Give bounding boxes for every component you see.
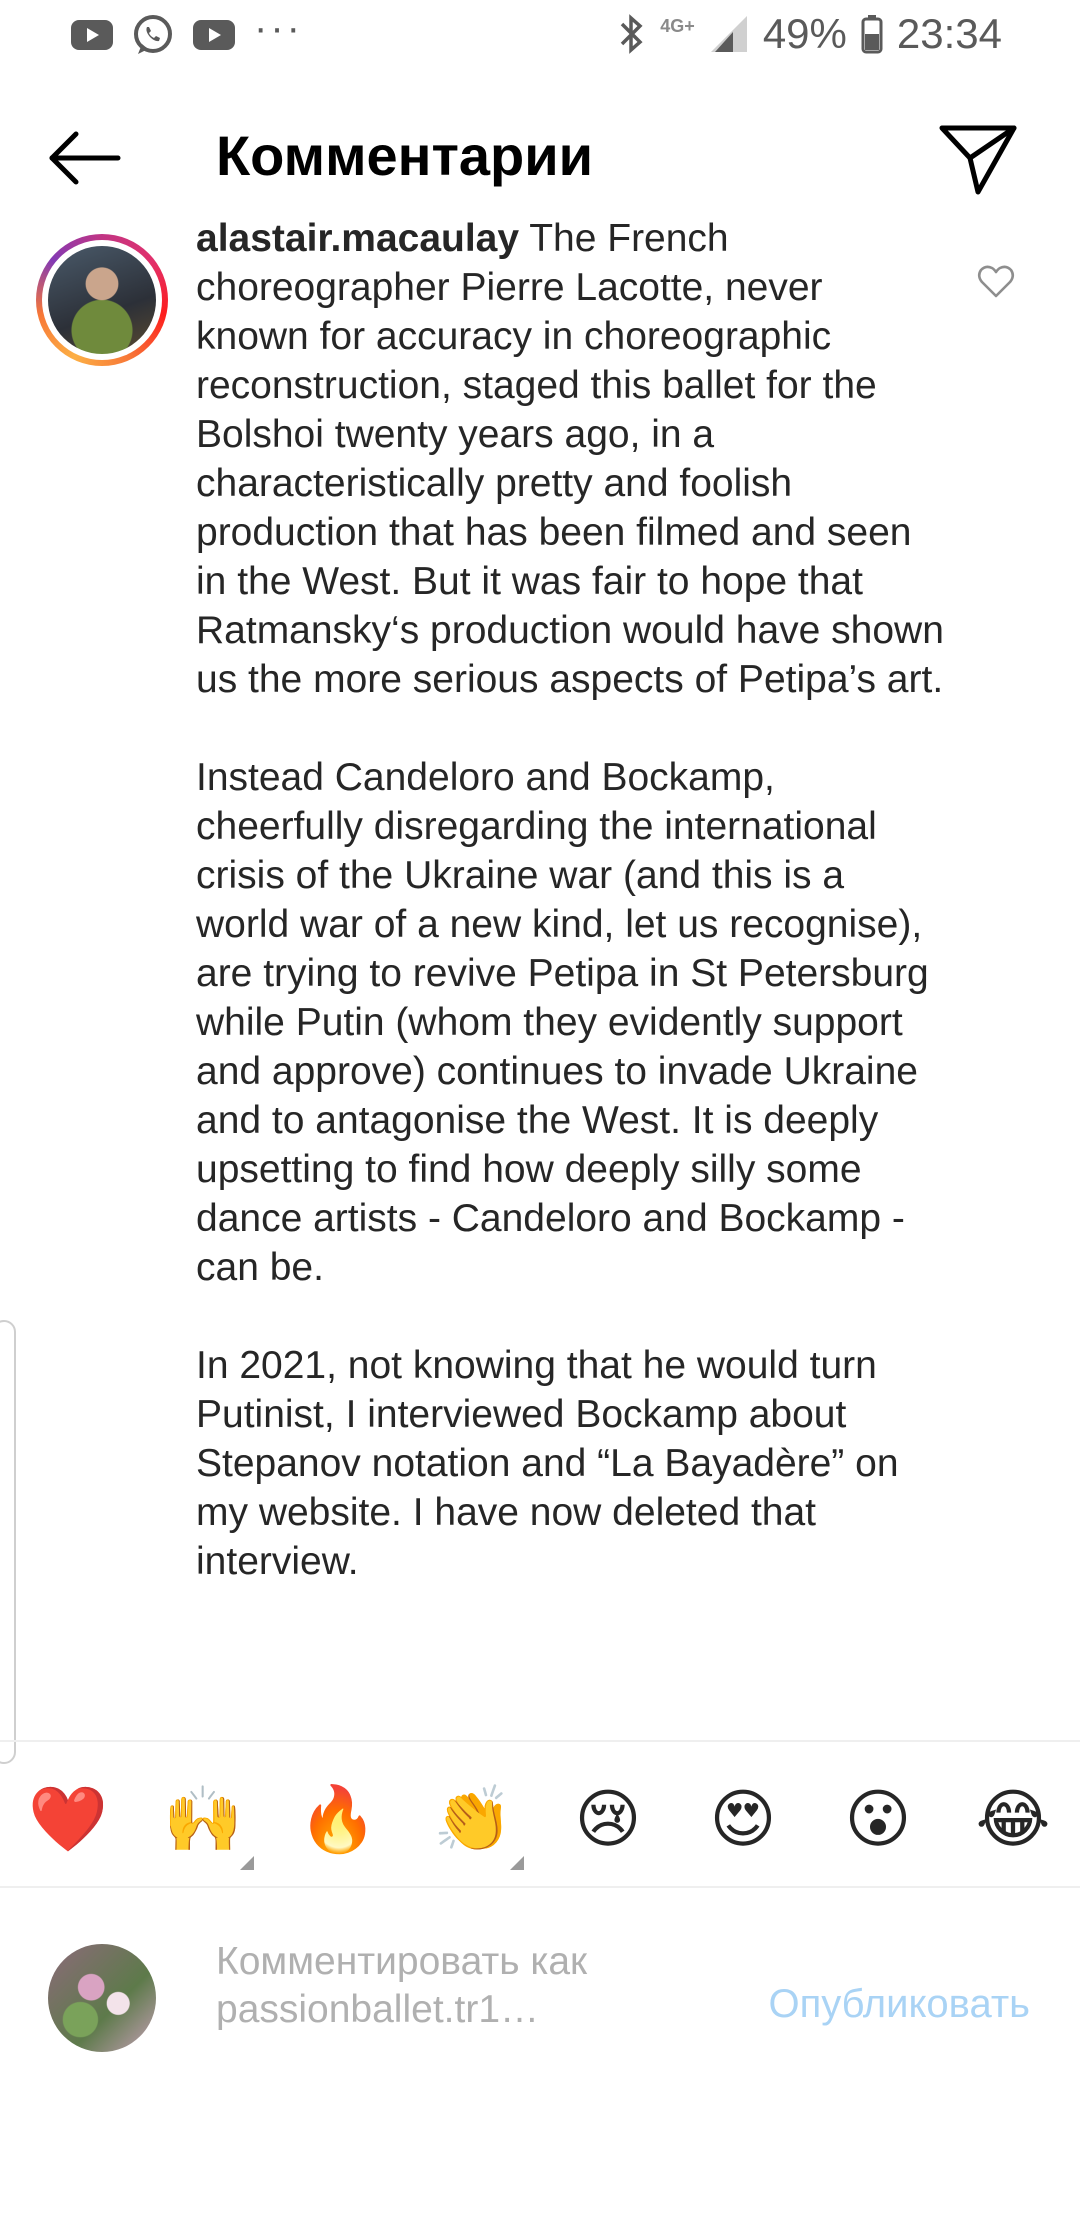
youtube-icon	[70, 18, 114, 52]
emoji-red-heart[interactable]: ❤️	[28, 1783, 108, 1857]
page-title: Комментарии	[216, 124, 594, 187]
youtube-icon	[192, 18, 236, 52]
comment-username[interactable]: alastair.macaulay	[196, 217, 520, 260]
emoji-fire[interactable]: 🔥	[298, 1783, 378, 1857]
battery-percent: 49%	[762, 10, 847, 57]
clock: 23:34	[896, 10, 1002, 57]
emoji-clapping-hands[interactable]: 👏	[433, 1783, 513, 1857]
paper-plane-icon	[936, 118, 1020, 198]
signal-icon	[709, 14, 749, 54]
emoji-surprised-face[interactable]: 😮	[844, 1783, 912, 1857]
back-button[interactable]	[44, 122, 124, 194]
header	[0, 100, 1080, 220]
story-ring[interactable]	[36, 234, 168, 366]
emoji-reaction-bar	[0, 1740, 1080, 1888]
battery-icon	[861, 14, 883, 54]
like-heart-icon[interactable]	[976, 262, 1016, 302]
skin-tone-indicator	[240, 1856, 254, 1870]
network-type-label: 4G+	[660, 15, 695, 36]
whatsapp-icon	[132, 14, 174, 56]
emoji-crying-face[interactable]: 😢	[574, 1783, 642, 1857]
notification-area	[70, 5, 303, 56]
side-scroll-handle[interactable]	[0, 1320, 16, 1764]
comment-body	[196, 214, 946, 1586]
arrow-left-icon	[44, 122, 124, 194]
comment-composer	[0, 1888, 1080, 2108]
bluetooth-icon	[618, 12, 646, 56]
emoji-raising-hands[interactable]: 🙌	[163, 1783, 243, 1857]
status-bar	[0, 0, 1080, 72]
avatar	[48, 1944, 156, 2052]
comment-text: The French choreographer Pierre Lacotte, never known for accuracy in choreographic reconstruction, staged this ballet for the Bolshoi twenty years ago, in a characteristically pretty and foolish production that has been filmed and seen in the West. But it was fair to hope that Ratmansky‘s production would have shown us the more serious aspects of Petipa’s art. Instead Candeloro and Bockamp, cheerfully disregarding the international crisis of the Ukraine war (and this is a world war of a new kind, let us recognise), are trying to revive Petipa in St Petersburg while Putin (whom they evidently support and approve) continues to invade Ukraine and to antagonise the West. It is deeply upsetting to find how deeply silly some dance artists - Candeloro and Bockamp - can be. In 2021, not knowing that he would turn Putinist, I interviewed Bockamp about Stepanov notation and “La Bayadère” on my website. I have now deleted that interview.	[196, 217, 944, 1583]
emoji-tears-of-joy[interactable]: 😂	[975, 1783, 1051, 1857]
more-notifications-icon: ···	[254, 5, 303, 50]
publish-button[interactable]: Опубликовать	[768, 1982, 1030, 2026]
system-indicators	[618, 10, 1002, 58]
emoji-heart-eyes[interactable]: 😍	[709, 1783, 777, 1857]
comment-input[interactable]: Комментировать как passionballet.tr1…	[216, 1940, 588, 2031]
share-button[interactable]	[936, 118, 1020, 198]
avatar	[48, 246, 156, 354]
skin-tone-indicator	[510, 1856, 524, 1870]
